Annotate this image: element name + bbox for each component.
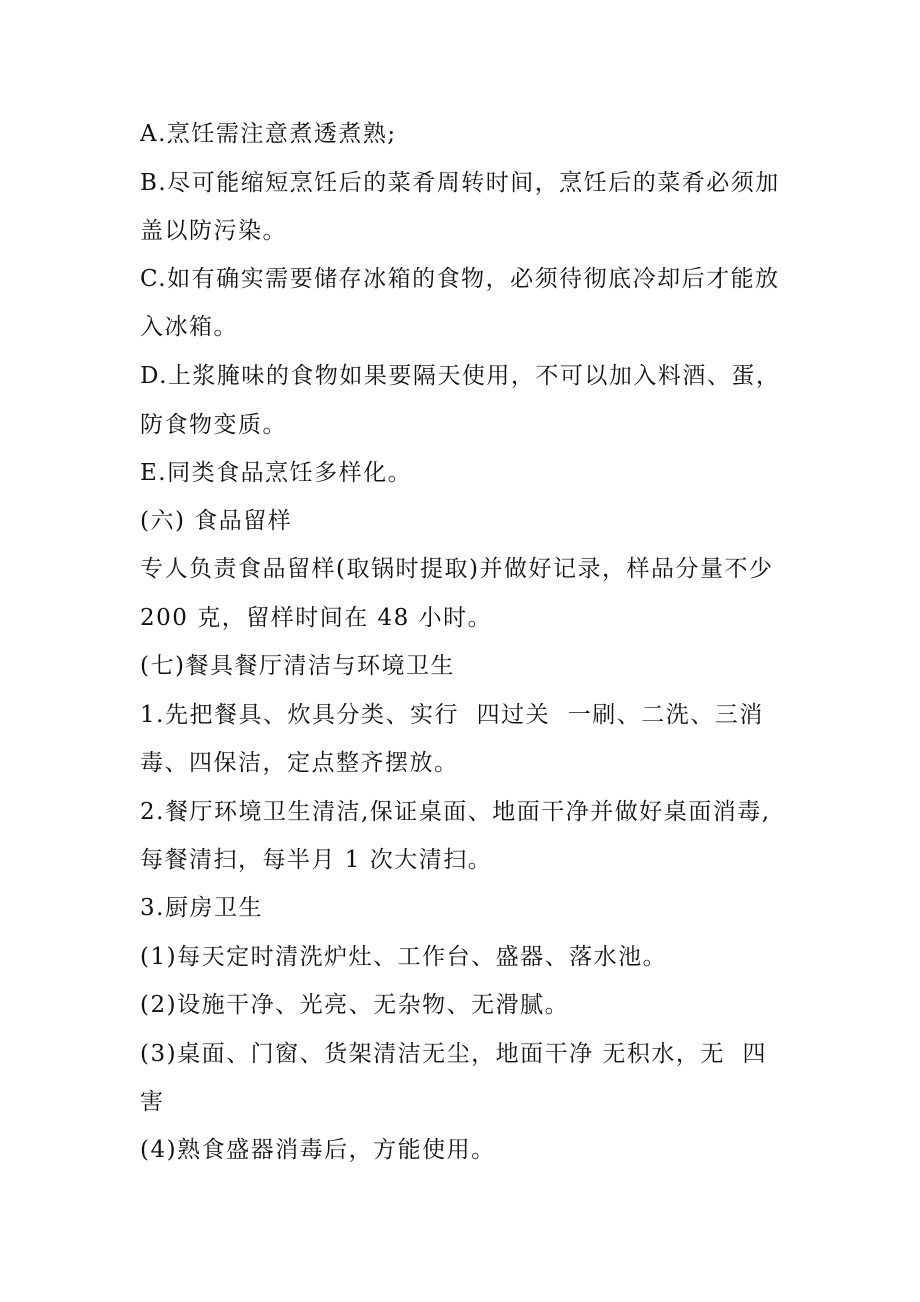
text-line: 害 bbox=[140, 1089, 165, 1115]
text-line: A.烹饪需注意煮透煮熟; bbox=[140, 121, 397, 147]
text-line: (3)桌面、门窗、货架清洁无尘，地面干净 无积水，无 四 bbox=[140, 1041, 768, 1067]
text-line: D.上浆腌味的食物如果要隔天使用，不可以加入料酒、蛋， bbox=[140, 363, 781, 389]
text-line: 3.厨房卫生 bbox=[140, 895, 263, 921]
text-line: 1.先把餐具、炊具分类、实行 四过关 一刷、二洗、三消 bbox=[140, 702, 764, 728]
text-line: 专人负责食品留样(取锅时提取)并做好记录，样品分量不少 bbox=[140, 556, 774, 582]
text-line: C.如有确实需要储存冰箱的食物，必须待彻底冷却后才能放 bbox=[140, 266, 780, 292]
text-line: 每餐清扫，每半月 1 次大清扫。 bbox=[140, 847, 493, 873]
text-line: 防食物变质。 bbox=[140, 412, 287, 438]
text-line: 盖以防污染。 bbox=[140, 218, 287, 244]
text-line: 200 克，留样时间在 48 小时。 bbox=[140, 605, 493, 631]
section-heading: (七)餐具餐厅清洁与环境卫生 bbox=[140, 653, 455, 679]
text-line: B.尽可能缩短烹饪后的菜肴周转时间，烹饪后的菜肴必须加 bbox=[140, 170, 780, 196]
text-line: (1)每天定时清洗炉灶、工作台、盛器、落水池。 bbox=[140, 944, 668, 970]
text-line: (2)设施干净、光亮、无杂物、无滑腻。 bbox=[140, 992, 570, 1018]
section-heading: (六) 食品留样 bbox=[140, 508, 293, 534]
text-line: E.同类食品烹饪多样化。 bbox=[140, 460, 413, 486]
text-line: (4)熟食盛器消毒后，方能使用。 bbox=[140, 1137, 496, 1163]
text-line: 入冰箱。 bbox=[140, 314, 238, 340]
text-line: 2.餐厅环境卫生清洁,保证桌面、地面干净并做好桌面消毒, bbox=[140, 799, 771, 825]
text-line: 毒、四保洁，定点整齐摆放。 bbox=[140, 750, 459, 776]
